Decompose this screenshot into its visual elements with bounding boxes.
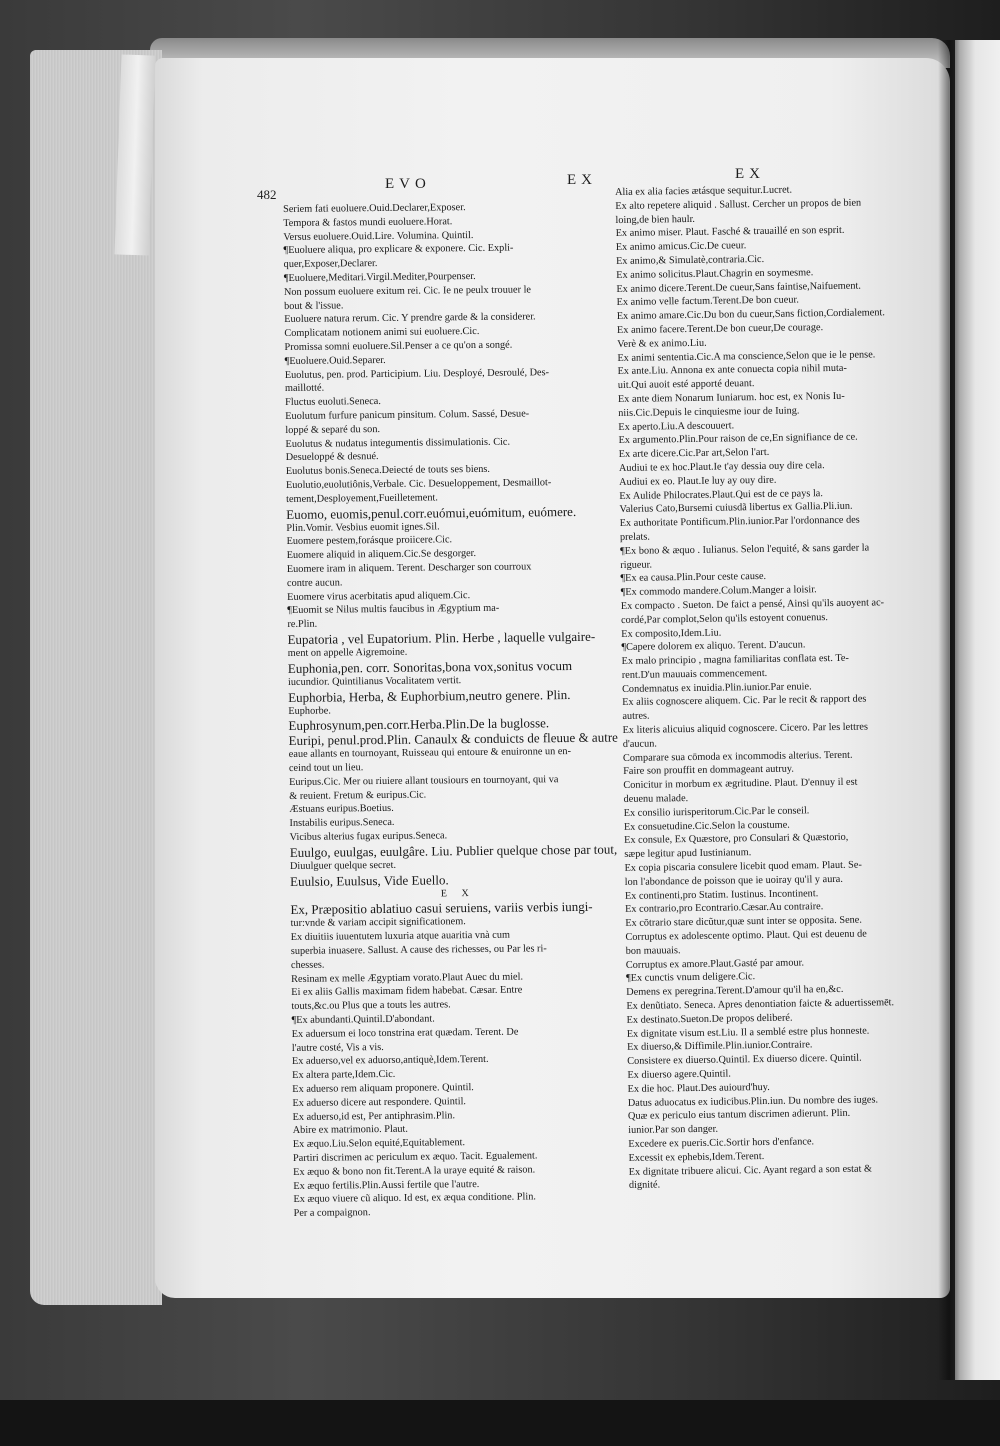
left-column-line: ¶Ex abundanti.Quintil.D'abondant. xyxy=(291,1013,435,1027)
left-column-line: ceind tout un lieu. xyxy=(288,762,364,775)
left-column-line: Vicibus alterius fugax euripus.Seneca. xyxy=(289,830,448,844)
right-column-line: Ex denũtiato. Seneca. Apres denontiation faicte & aduertissemēt. xyxy=(626,997,895,1012)
left-column-line: ¶Euoluere.Ouid.Separer. xyxy=(284,354,386,367)
left-column-line: Ex aduerso,id est, Per antiphrasim.Plin. xyxy=(292,1109,456,1123)
right-column-line: Ex aliis cognoscere aliquem. Cic. Par le recit & rapport des xyxy=(622,694,867,709)
left-column-line: Euulgo, euulgas, euulgâre. Liu. Publier quelque chose par tout, xyxy=(289,841,618,860)
right-column-line: Excessit ex ephebis,Idem.Terent. xyxy=(628,1150,765,1164)
left-running-head: EVO xyxy=(385,176,431,192)
left-column-line: Ex æquo & bono non fit.Terent.A la uraye equité & raison. xyxy=(293,1164,536,1178)
right-column-line: sæpe legitur apud Iustinianum. xyxy=(624,847,752,861)
left-column-line: Ex æquo viuere cũ aliquo. Id est, ex æqua conditione. Plin. xyxy=(293,1191,536,1206)
right-column-line: Quæ ex periculo eius tantum discrimen adierunt. Plin. xyxy=(627,1108,851,1123)
left-column-line: Ex aduerso dicere aut respondere. Quintil. xyxy=(292,1095,467,1109)
right-column-line: Consistere ex diuerso.Quintil. Ex diuerso dicere. Quintil. xyxy=(627,1052,862,1068)
right-column-line: Ex argumento.Plin.Pour raison de ce,En signifiance de ce. xyxy=(618,431,858,447)
right-column-line: Ex dignitate visum est.Liu. Il a semblé estre plus honneste. xyxy=(626,1025,870,1040)
right-column-line: Ex compacto . Sueton. De faict a pensé, Ainsi qu'ils auoyent ac- xyxy=(620,597,885,612)
left-column-line: tement,Desployement,Fueilletement. xyxy=(286,492,438,505)
right-column-line: lon l'abondance de poisson que ie uoiray qu'il y aura. xyxy=(624,873,843,888)
right-column-line: Ex animo amare.Cic.Du bon du cueur,Sans fiction,Cordialement. xyxy=(616,307,885,323)
right-column-line: Ex die hoc. Plaut.Des auiourd'huy. xyxy=(627,1081,770,1095)
left-column-line: l'autre costé, Vis a vis. xyxy=(291,1041,384,1054)
left-column-line: Ex, Præpositio ablatiuo casui seruiens, variis verbis iungi- xyxy=(290,899,593,918)
left-column-line: Euomere virus acerbitatis apud aliquem.Cic. xyxy=(287,589,471,603)
left-column-line: Abire ex matrimonio. Plaut. xyxy=(292,1124,409,1137)
right-column-line: Comparare sua cōmoda ex incommodis alterius. Terent. xyxy=(622,749,853,764)
facing-page-edge xyxy=(955,40,1000,1380)
right-column-line: ¶Ex cunctis vnum deligere.Cic. xyxy=(625,971,756,985)
right-column-line: Ex cōtrario stare dicũtur,quæ sunt inter se opposita. Sene. xyxy=(625,914,863,930)
left-column-line: Resinam ex melle Ægyptiam vorato.Plaut Auec du miel. xyxy=(291,971,524,985)
right-column-line: Audiui ex eo. Plaut.Ie luy ay ouy dire. xyxy=(619,474,777,488)
right-column-line: Ex copia piscaria consulere licebit quod emam. Plaut. Se- xyxy=(624,859,862,874)
right-column-line: Ex consule, Ex Quæstore, pro Consulari & Quæstorio, xyxy=(624,832,849,847)
left-column-line: Complicatam notionem animi sui euoluere.Cic. xyxy=(284,326,480,340)
left-column-line: Per a compaignon. xyxy=(293,1207,371,1220)
left-column-line: Plin.Vomir. Vesbius euomit ignes.Sil. xyxy=(286,520,440,534)
left-column-line: Euomere aliquid in aliquem.Cic.Se desgorger. xyxy=(286,548,477,562)
right-column-line: uit.Qui auoit esté apporté deuant. xyxy=(617,378,755,392)
left-column-line: Promissa somni euoluere.Sil.Penser a ce qu'on a songé. xyxy=(284,339,513,353)
left-column-line: Euolutus & nudatus integumentis dissimulationis. Cic. xyxy=(285,436,511,450)
right-column-line: Verè & ex animo.Liu. xyxy=(617,337,707,350)
right-column-line: Demens ex peregrina.Terent.D'amour qu'il ha en,&c. xyxy=(626,984,844,999)
left-column-line: touts,&c.ou Plus que a touts les autres. xyxy=(291,999,451,1013)
left-column-line: ¶Euoluere aliqua, pro explicare & exponere. Cic. Expli- xyxy=(283,242,514,257)
right-column xyxy=(615,182,934,1193)
right-column-line: Ex animo facere.Terent.De bon cueur,De courage. xyxy=(616,322,824,336)
left-column-line: Euomo, euomis,penul.corr.euómui,euómitum, euómere. xyxy=(286,503,577,522)
right-column-line: cordé,Par complot,Selon qu'ils estoyent conuenus. xyxy=(620,611,829,626)
left-column-line: ment on appelle Aigremoine. xyxy=(287,646,408,659)
left-column-line: tur:vnde & variam accipit significationem. xyxy=(290,916,466,930)
left-column-line: quer,Exposer,Declarer. xyxy=(283,258,378,271)
right-column-line: Ex authoritate Pontificum.Plin.iunior.Par l'ordonnance des xyxy=(619,514,860,530)
right-column-line: rigueur. xyxy=(620,559,653,571)
right-column-line: ¶Ex commodo mandere.Colum.Manger a loisir. xyxy=(620,584,817,599)
right-column-line: iunior.Par son danger. xyxy=(628,1123,719,1137)
right-column-line: Ex diuerso,& Diffimile.Plin.iunior.Contraire. xyxy=(626,1039,813,1054)
left-column-line: Fluctus euoluti.Seneca. xyxy=(285,396,381,409)
left-column-line: Euomere iram in aliquem. Terent. Descharger son courroux xyxy=(286,561,532,575)
right-column-line: Ex ante.Liu. Annona ex ante conuecta copia nihil muta- xyxy=(617,363,847,378)
right-column-line: Valerius Cato,Bursemi cuiusdã libertus ex Gallia.Pli.iun. xyxy=(619,501,853,516)
right-column-line: Ex animo,& Simulatè,contraria.Cic. xyxy=(615,253,765,267)
right-column-line: Faire son prouffit en dommageant autruy. xyxy=(623,764,794,778)
left-column-line: Euphrosynum,pen.corr.Herba.Plin.De la buglosse. xyxy=(288,715,550,734)
left-column-line: Euripi, penul.prod.Plin. Canaulx & conduicts de fleuue & autre xyxy=(288,729,618,749)
left-column-line: Ex aduerso,vel ex aduorso,antiquè,Idem.Terent. xyxy=(291,1054,489,1068)
left-column-line: Ex diuitiis iuuentutem luxuria atque auaritia vnà cum xyxy=(290,929,511,944)
left-column-line: Eupatoria , vel Eupatorium. Plin. Herbe , laquelle vulgaire- xyxy=(287,628,596,647)
right-column-line: Corruptus ex adolescente optimo. Plaut. Qui est deuenu de xyxy=(625,928,867,943)
left-column-line: Versus euoluere.Ouid.Lire. Volumina. Quintil. xyxy=(283,229,474,243)
left-column-line: Euoluere natura rerum. Cic. Y prendre garde & la considerer. xyxy=(284,311,536,326)
right-column-line: ¶Ex bono & æquo . Iulianus. Selon l'equité, & sans garder la xyxy=(620,542,870,557)
book-cover-bottom xyxy=(0,1400,1000,1446)
right-column-line: Ex literis alicuius aliquid cognoscere. Cicero. Par les lettres xyxy=(622,721,869,737)
page-number: 482 xyxy=(257,187,277,202)
right-column-line: d'aucun. xyxy=(622,738,658,750)
left-column-line: Non possum euoluere exitum rei. Cic. Ie ne peulx trouuer le xyxy=(283,284,532,298)
page-gutter-shadow xyxy=(938,40,960,1380)
left-column-line: iucundior. Quintilianus Vocalitatem vertit. xyxy=(287,674,462,688)
left-column-line: & reuient. Fretum & euripus.Cic. xyxy=(289,789,427,802)
left-column-line: E X xyxy=(440,887,475,900)
left-column-line: Euolutus, pen. prod. Participium. Liu. Desployé, Desroulé, Des- xyxy=(284,366,550,381)
right-column-line: autres. xyxy=(622,710,650,723)
left-column-line: loppé & separé du son. xyxy=(285,423,381,436)
right-column-line: Ex composito,Idem.Liu. xyxy=(621,627,722,640)
left-column-line: superbia inuasere. Sallust. A cause des richesses, ou Par les ri- xyxy=(290,943,547,958)
left-column-line: re.Plin. xyxy=(287,618,318,631)
right-column-line: Ex ante diem Nonarum Iuniarum. hoc est, ex Nonis Iu- xyxy=(617,390,845,405)
left-column-line: Tempora & fastos mundi euoluere.Horat. xyxy=(283,216,453,229)
left-column-line: ¶Euoluere,Meditari.Virgil.Mediter,Pourpenser. xyxy=(283,270,476,284)
right-column-line: Alia ex alia facies ætásque sequitur.Lucret. xyxy=(615,184,793,198)
left-column-line: Euphonia,pen. corr. Sonoritas,bona vox,sonitus vocum xyxy=(287,657,573,676)
left-column-line: Ei ex aliis Gallis maximam fidem habebat. Cæsar. Entre xyxy=(291,984,523,999)
right-column-line: Ex animo miser. Plaut. Fasché & trauaillé en son esprit. xyxy=(615,225,845,240)
right-column-line: Ex Aulide Philocrates.Plaut.Qui est de ce pays la. xyxy=(619,487,823,502)
right-column-line: deuenu malade. xyxy=(623,793,689,806)
left-column-line: Ex aduersum ei loco tonstrina erat quædam. Terent. De xyxy=(291,1026,519,1040)
right-column-line: niis.Cic.Depuis le cinquiesme iour de Iuing. xyxy=(618,405,800,419)
left-column-line: Ex æquo fertilis.Plin.Aussi fertile que l'autre. xyxy=(293,1178,480,1192)
right-column-line: prelats. xyxy=(619,531,651,543)
left-column-line: maillotté. xyxy=(284,382,325,395)
right-running-head: EX xyxy=(735,166,765,182)
right-column-line: Ex contrario,pro Econtrario.Cæsar.Au contraire. xyxy=(625,901,824,916)
left-column-line: contre aucun. xyxy=(286,577,343,589)
left-column-line: Diuulguer quelque secret. xyxy=(289,859,397,872)
left-column xyxy=(283,199,629,1220)
right-column-line: Ex consuetudine.Cic.Selon la coustume. xyxy=(623,819,790,833)
right-column-line: Condemnatus ex inuidia.Plin.iunior.Par enuie. xyxy=(621,680,812,695)
left-column-line: chesses. xyxy=(290,959,325,971)
right-column-line: Ex diuerso agere.Quintil. xyxy=(627,1068,732,1081)
left-column-line: eaue allants en tournoyant, Ruisseau qui entoure & enuironne un en- xyxy=(288,746,572,761)
right-column-line: Ex animo solicitus.Plaut.Chagrin en soymesme. xyxy=(616,267,814,281)
right-column-line: Ex malo principio , magna familiaritas conflata est. Te- xyxy=(621,652,849,668)
right-column-line: rent.D'un mauuais commencement. xyxy=(621,667,768,681)
right-column-line: Ex dignitate tribuere alicui. Cic. Ayant regard a son estat & xyxy=(628,1163,873,1178)
left-column-line: Euphorbe. xyxy=(288,705,331,717)
right-column-line: loing,de bien haulr. xyxy=(615,213,696,226)
right-column-line: Audiui te ex hoc.Plaut.Ie t'ay dessia ouy dire cela. xyxy=(618,460,825,474)
left-column-line: Ex altera parte,Idem.Cic. xyxy=(292,1069,396,1082)
left-column-line: ¶Euomit se Nilus multis faucibus in Ægyptium ma- xyxy=(287,603,500,617)
left-column-line: Instabilis euripus.Seneca. xyxy=(289,817,395,830)
left-column-line: Euolutus bonis.Seneca.Deiecté de touts ses biens. xyxy=(285,463,491,478)
left-column-line: Euolutio,euolutiônis,Verbale. Cic. Desueloppement, Desmaillot- xyxy=(285,477,552,491)
right-column-line: dignité. xyxy=(628,1179,661,1192)
right-column-line: Ex arte dicere.Cic.Par art,Selon l'art. xyxy=(618,447,770,461)
left-column-line: Desueloppé & desnué. xyxy=(285,451,379,464)
right-column-line: Excedere ex pueris.Cic.Sortir hors d'enfance. xyxy=(628,1136,815,1150)
right-column-line: Ex animo amicus.Cic.De cueur. xyxy=(615,240,747,254)
left-column-line: Seriem fati euoluere.Ouid.Declarer,Exposer. xyxy=(283,202,466,215)
left-column-line: Æstuans euripus.Boetius. xyxy=(289,803,394,816)
right-column-line: ¶Ex ea causa.Plin.Pour ceste cause. xyxy=(620,571,767,585)
right-column-line: Ex animo dicere.Terent.De cueur,Sans faintise,Naifuement. xyxy=(616,280,861,295)
right-column-line: Ex animo velle factum.Terent.De bon cueur. xyxy=(616,294,799,309)
right-column-line: Ex aperto.Liu.A descouuert. xyxy=(618,419,735,433)
right-column-line: Ex consilio iurisperitorum.Cic.Par le conseil. xyxy=(623,805,810,819)
left-column-line: Euphorbia, Herba, & Euphorbium,neutro genere. Plin. xyxy=(288,686,571,705)
right-column-line: bon mauuais. xyxy=(625,944,681,957)
right-column-line: Corruptus ex amore.Plaut.Gasté par amour. xyxy=(625,957,805,971)
left-column-line: Euripus.Cic. Mer ou riuiere allant tousiours en tournoyant, qui va xyxy=(289,774,559,788)
center-running-head: EX xyxy=(567,172,597,188)
left-column-line: Euolutum furfure panicum pinsitum. Colum. Sassé, Desue- xyxy=(285,408,530,422)
right-column-line: ¶Capere dolorem ex aliquo. Terent. D'aucun. xyxy=(621,639,806,654)
left-column-line: Partiri discrimen ac periculum ex æquo. Tacit. Egualement. xyxy=(292,1150,538,1164)
right-column-line: Conicitur in morbum ex ægritudine. Plaut. D'ennuy il est xyxy=(623,776,858,792)
left-column-line: Euomere pestem,forásque proiicere.Cic. xyxy=(286,534,453,548)
left-column-line: Ex aduerso rem aliquam proponere. Quintil. xyxy=(292,1082,474,1095)
left-column-line: Ex æquo.Liu.Selon equité,Equitablement. xyxy=(292,1137,466,1151)
right-column-line: Datus aduocatus ex iudicibus.Plin.iun. Du nombre des iuges. xyxy=(627,1094,879,1109)
left-column-line: Euulsio, Euulsus, Vide Euello. xyxy=(290,871,449,889)
right-column-line: Ex animi sententia.Cic.A ma conscience,Selon que ie le pense. xyxy=(617,348,876,364)
right-column-line: Ex destinato.Sueton.De propos deliberé. xyxy=(626,1012,793,1026)
paper-bookmark xyxy=(115,54,156,255)
right-column-line: Ex alto repetere aliquid . Sallust. Cercher un propos de bien xyxy=(615,197,862,212)
left-column-line: bout & l'issue. xyxy=(284,299,344,312)
right-column-line: Ex continenti,pro Statim. Iustinus. Incontinent. xyxy=(624,887,819,902)
